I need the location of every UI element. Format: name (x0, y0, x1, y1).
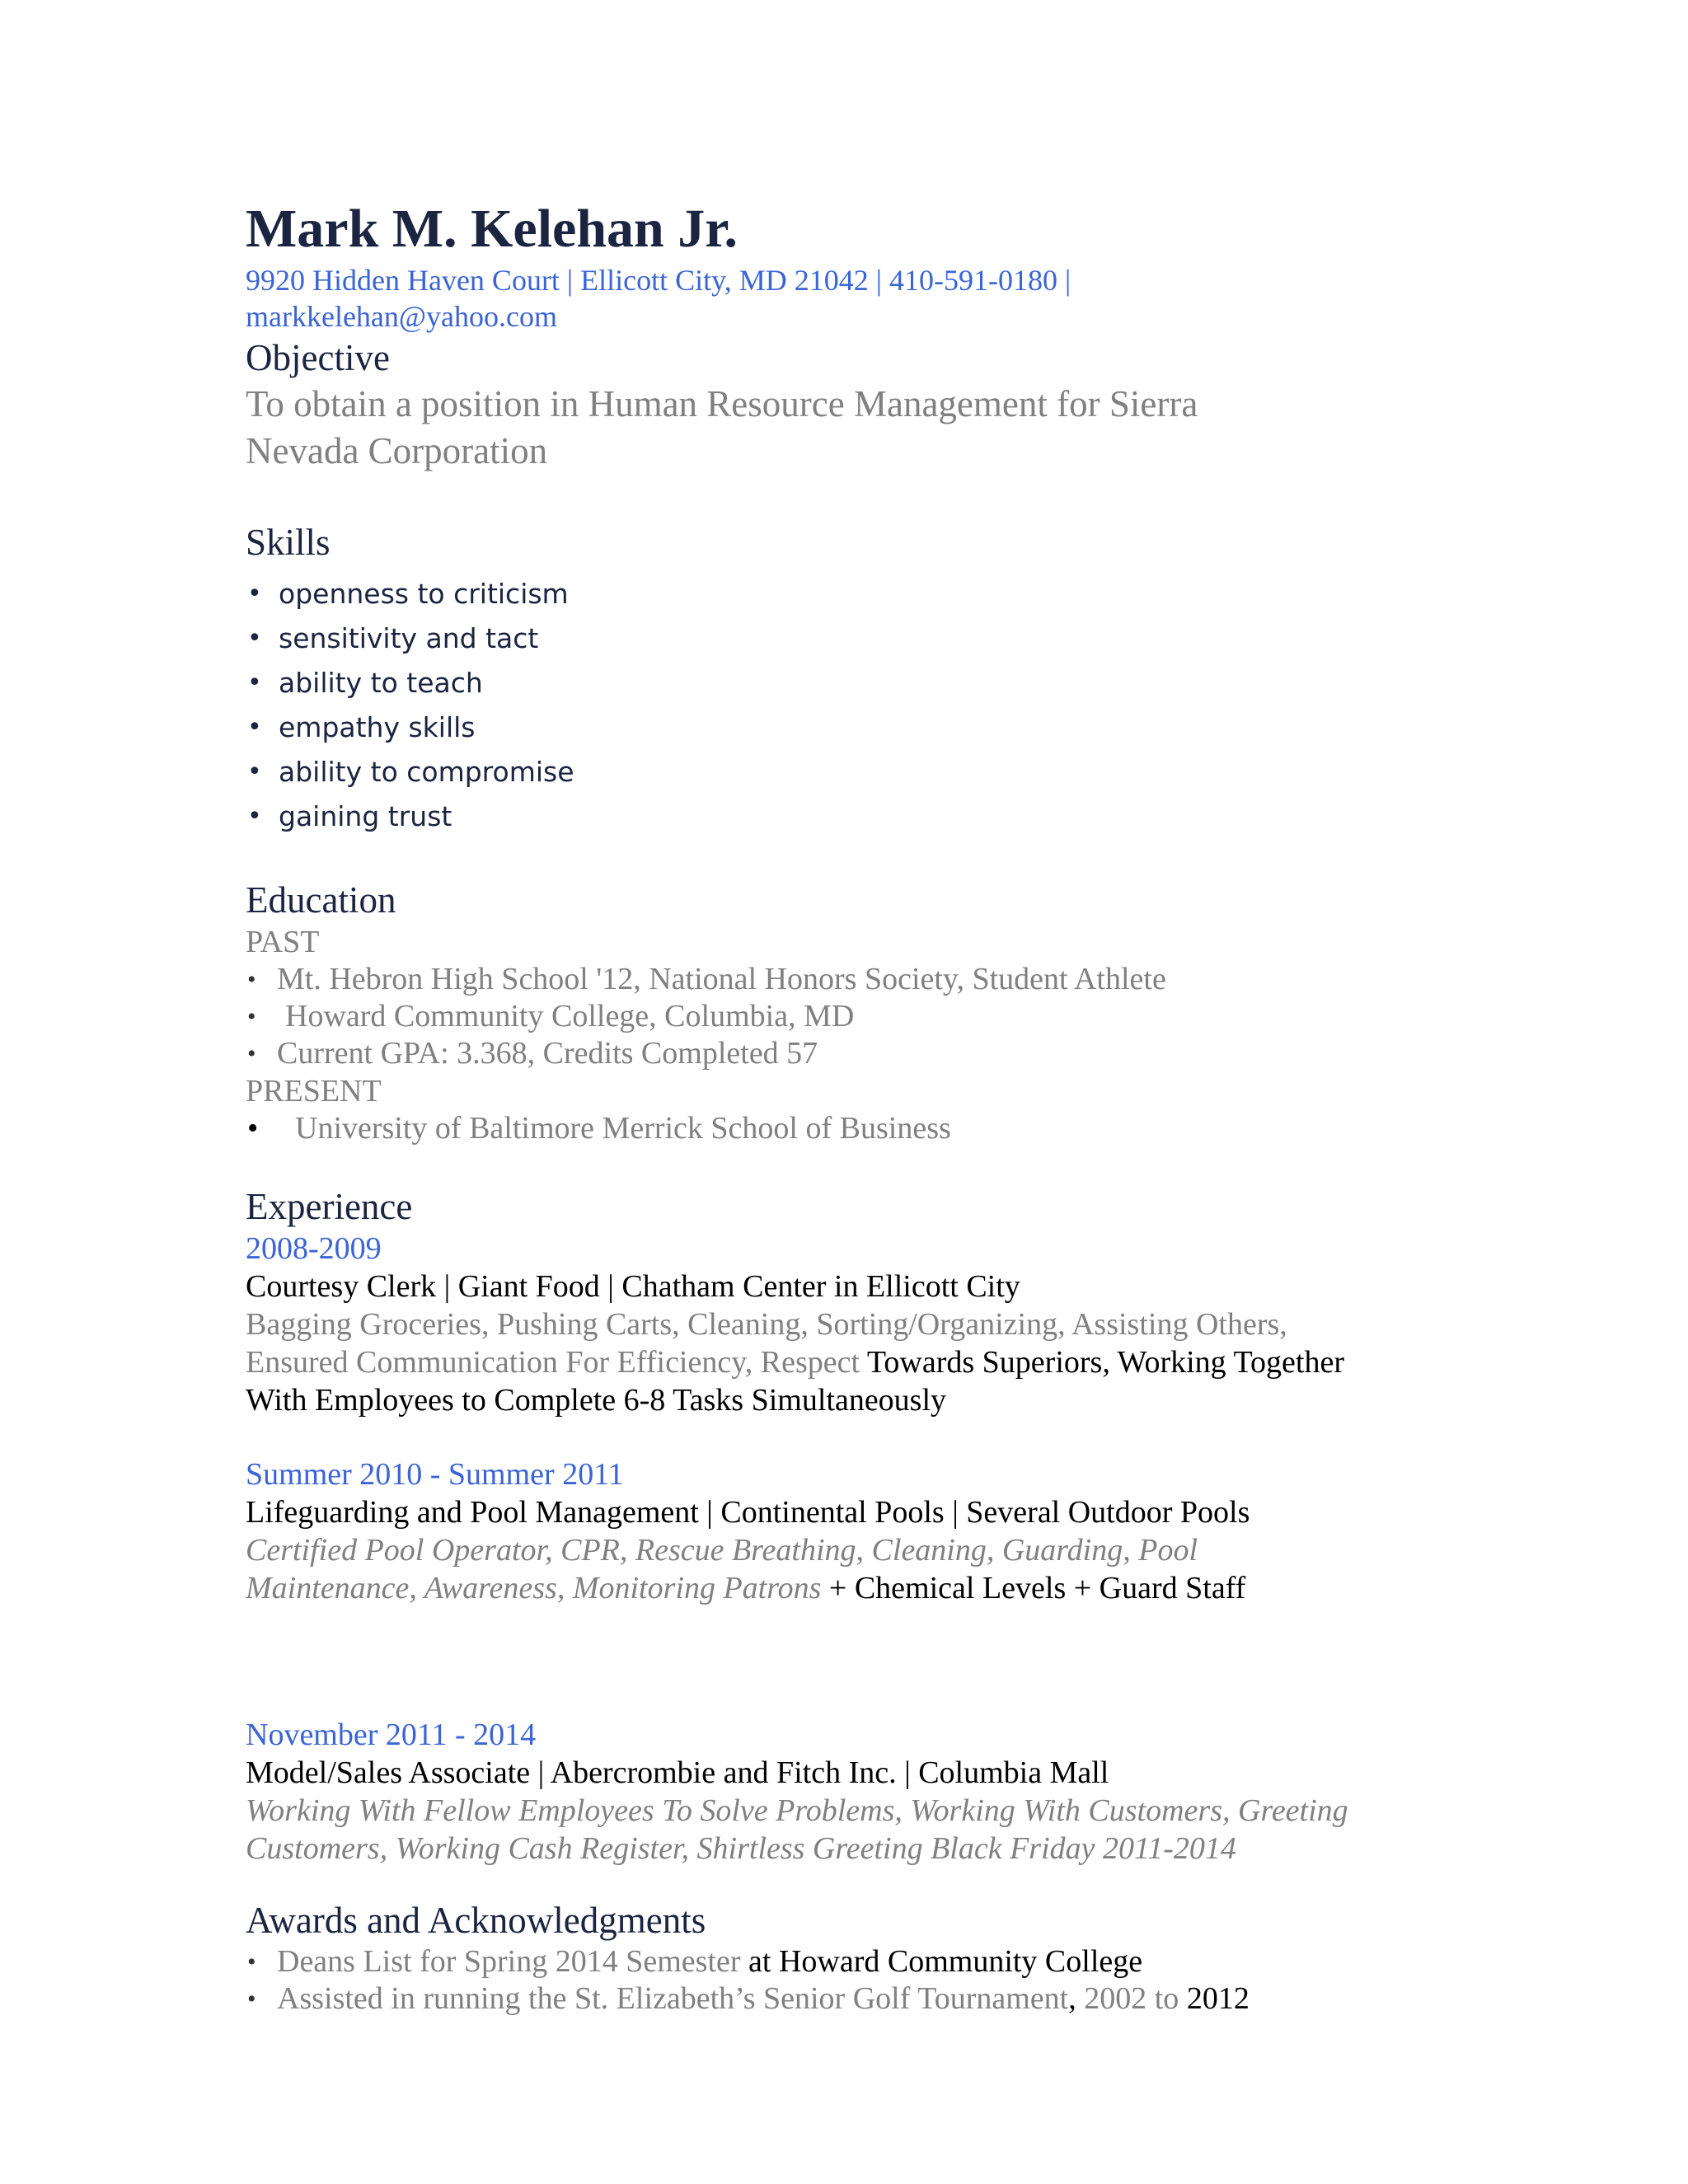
job-role: Lifeguarding and Pool Management | Continental Pools | Several Outdoor Pools (246, 1495, 1250, 1530)
experience-entry (246, 1716, 1498, 1868)
objective-heading: Objective (246, 337, 390, 378)
list-item: • Assisted in running the St. Elizabeth’s Senior Golf Tournament, 2002 to 2012 (247, 1981, 1250, 2016)
list-item: • empathy skills (246, 705, 1498, 750)
list-item: • ability to compromise (246, 750, 1498, 794)
education-present-list (246, 1110, 1498, 1147)
bullet-icon: • (247, 579, 262, 608)
contact-line: 9920 Hidden Haven Court | Ellicott City, MD 21042 | 410-591-0180 | (246, 264, 1071, 297)
list-item: • Current GPA: 3.368, Credits Completed 57 (247, 1036, 818, 1071)
education-heading: Education (246, 879, 396, 921)
job-description: Certified Pool Operator, CPR, Rescue Breathing, Cleaning, Guarding, Pool Maintenance, Awareness, Monitoring Patrons + Chemical Levels + Guard Staff (246, 1533, 1246, 1605)
education-past-label: PAST (246, 925, 320, 959)
skills-heading: Skills (246, 522, 331, 563)
bullet-icon: • (247, 1040, 256, 1067)
list-item: • sensitivity and tact (246, 616, 1498, 661)
job-date: 2008-2009 (246, 1231, 382, 1266)
bullet-icon: • (247, 713, 262, 742)
education-past-list (246, 961, 1498, 1072)
objective-text-line-1: To obtain a position in Human Resource Management for Sierra (246, 383, 1198, 424)
list-item: • Mt. Hebron High School '12, National Honors Society, Student Athlete (247, 962, 1166, 996)
experience-entry (246, 1455, 1498, 1607)
bullet-icon: • (247, 966, 256, 993)
applicant-name: Mark M. Kelehan Jr. (246, 199, 738, 259)
bullet-icon: • (247, 802, 262, 831)
resume-content (246, 196, 1498, 2018)
bullet-icon: • (247, 1111, 259, 1146)
experience-entry (246, 1230, 1498, 1419)
bullet-icon: • (247, 624, 262, 653)
contact-email: markkelehan@yahoo.com (246, 300, 558, 333)
list-item: • Deans List for Spring 2014 Semester at Howard Community College (247, 1944, 1143, 1979)
skills-list (246, 572, 1498, 839)
bullet-icon: • (247, 668, 262, 697)
experience-heading: Experience (246, 1186, 413, 1227)
bullet-icon: • (247, 1985, 256, 2013)
list-item: • University of Baltimore Merrick School of Business (247, 1111, 951, 1146)
list-item: • gaining trust (246, 794, 1498, 839)
job-description: Working With Fellow Employees To Solve Problems, Working With Customers, Greeting Customers, Working Cash Register, Shirtless Greeting Black Friday 2011-2014 (246, 1793, 1348, 1866)
job-date: Summer 2010 - Summer 2011 (246, 1457, 624, 1492)
bullet-icon: • (247, 757, 262, 786)
job-role: Courtesy Clerk | Giant Food | Chatham Center in Ellicott City (246, 1269, 1020, 1304)
bullet-icon: • (247, 1948, 256, 1975)
awards-heading: Awards and Acknowledgments (246, 1900, 706, 1941)
objective-text-line-2: Nevada Corporation (246, 430, 548, 471)
job-description: Bagging Groceries, Pushing Carts, Cleaning, Sorting/Organizing, Assisting Others, Ensured Communication For Efficiency, Respect Towards Superiors, Working Together With Employees to Complete 6-8 Tasks Simultaneously (246, 1307, 1344, 1418)
job-role: Model/Sales Associate | Abercrombie and Fitch Inc. | Columbia Mall (246, 1755, 1109, 1790)
list-item: • ability to teach (246, 661, 1498, 705)
job-date: November 2011 - 2014 (246, 1718, 537, 1752)
list-item: • openness to criticism (246, 572, 1498, 616)
bullet-icon: • (247, 1003, 256, 1030)
awards-list (246, 1943, 1498, 2018)
education-present-label: PRESENT (246, 1074, 382, 1108)
list-item: • Howard Community College, Columbia, MD (247, 999, 855, 1033)
